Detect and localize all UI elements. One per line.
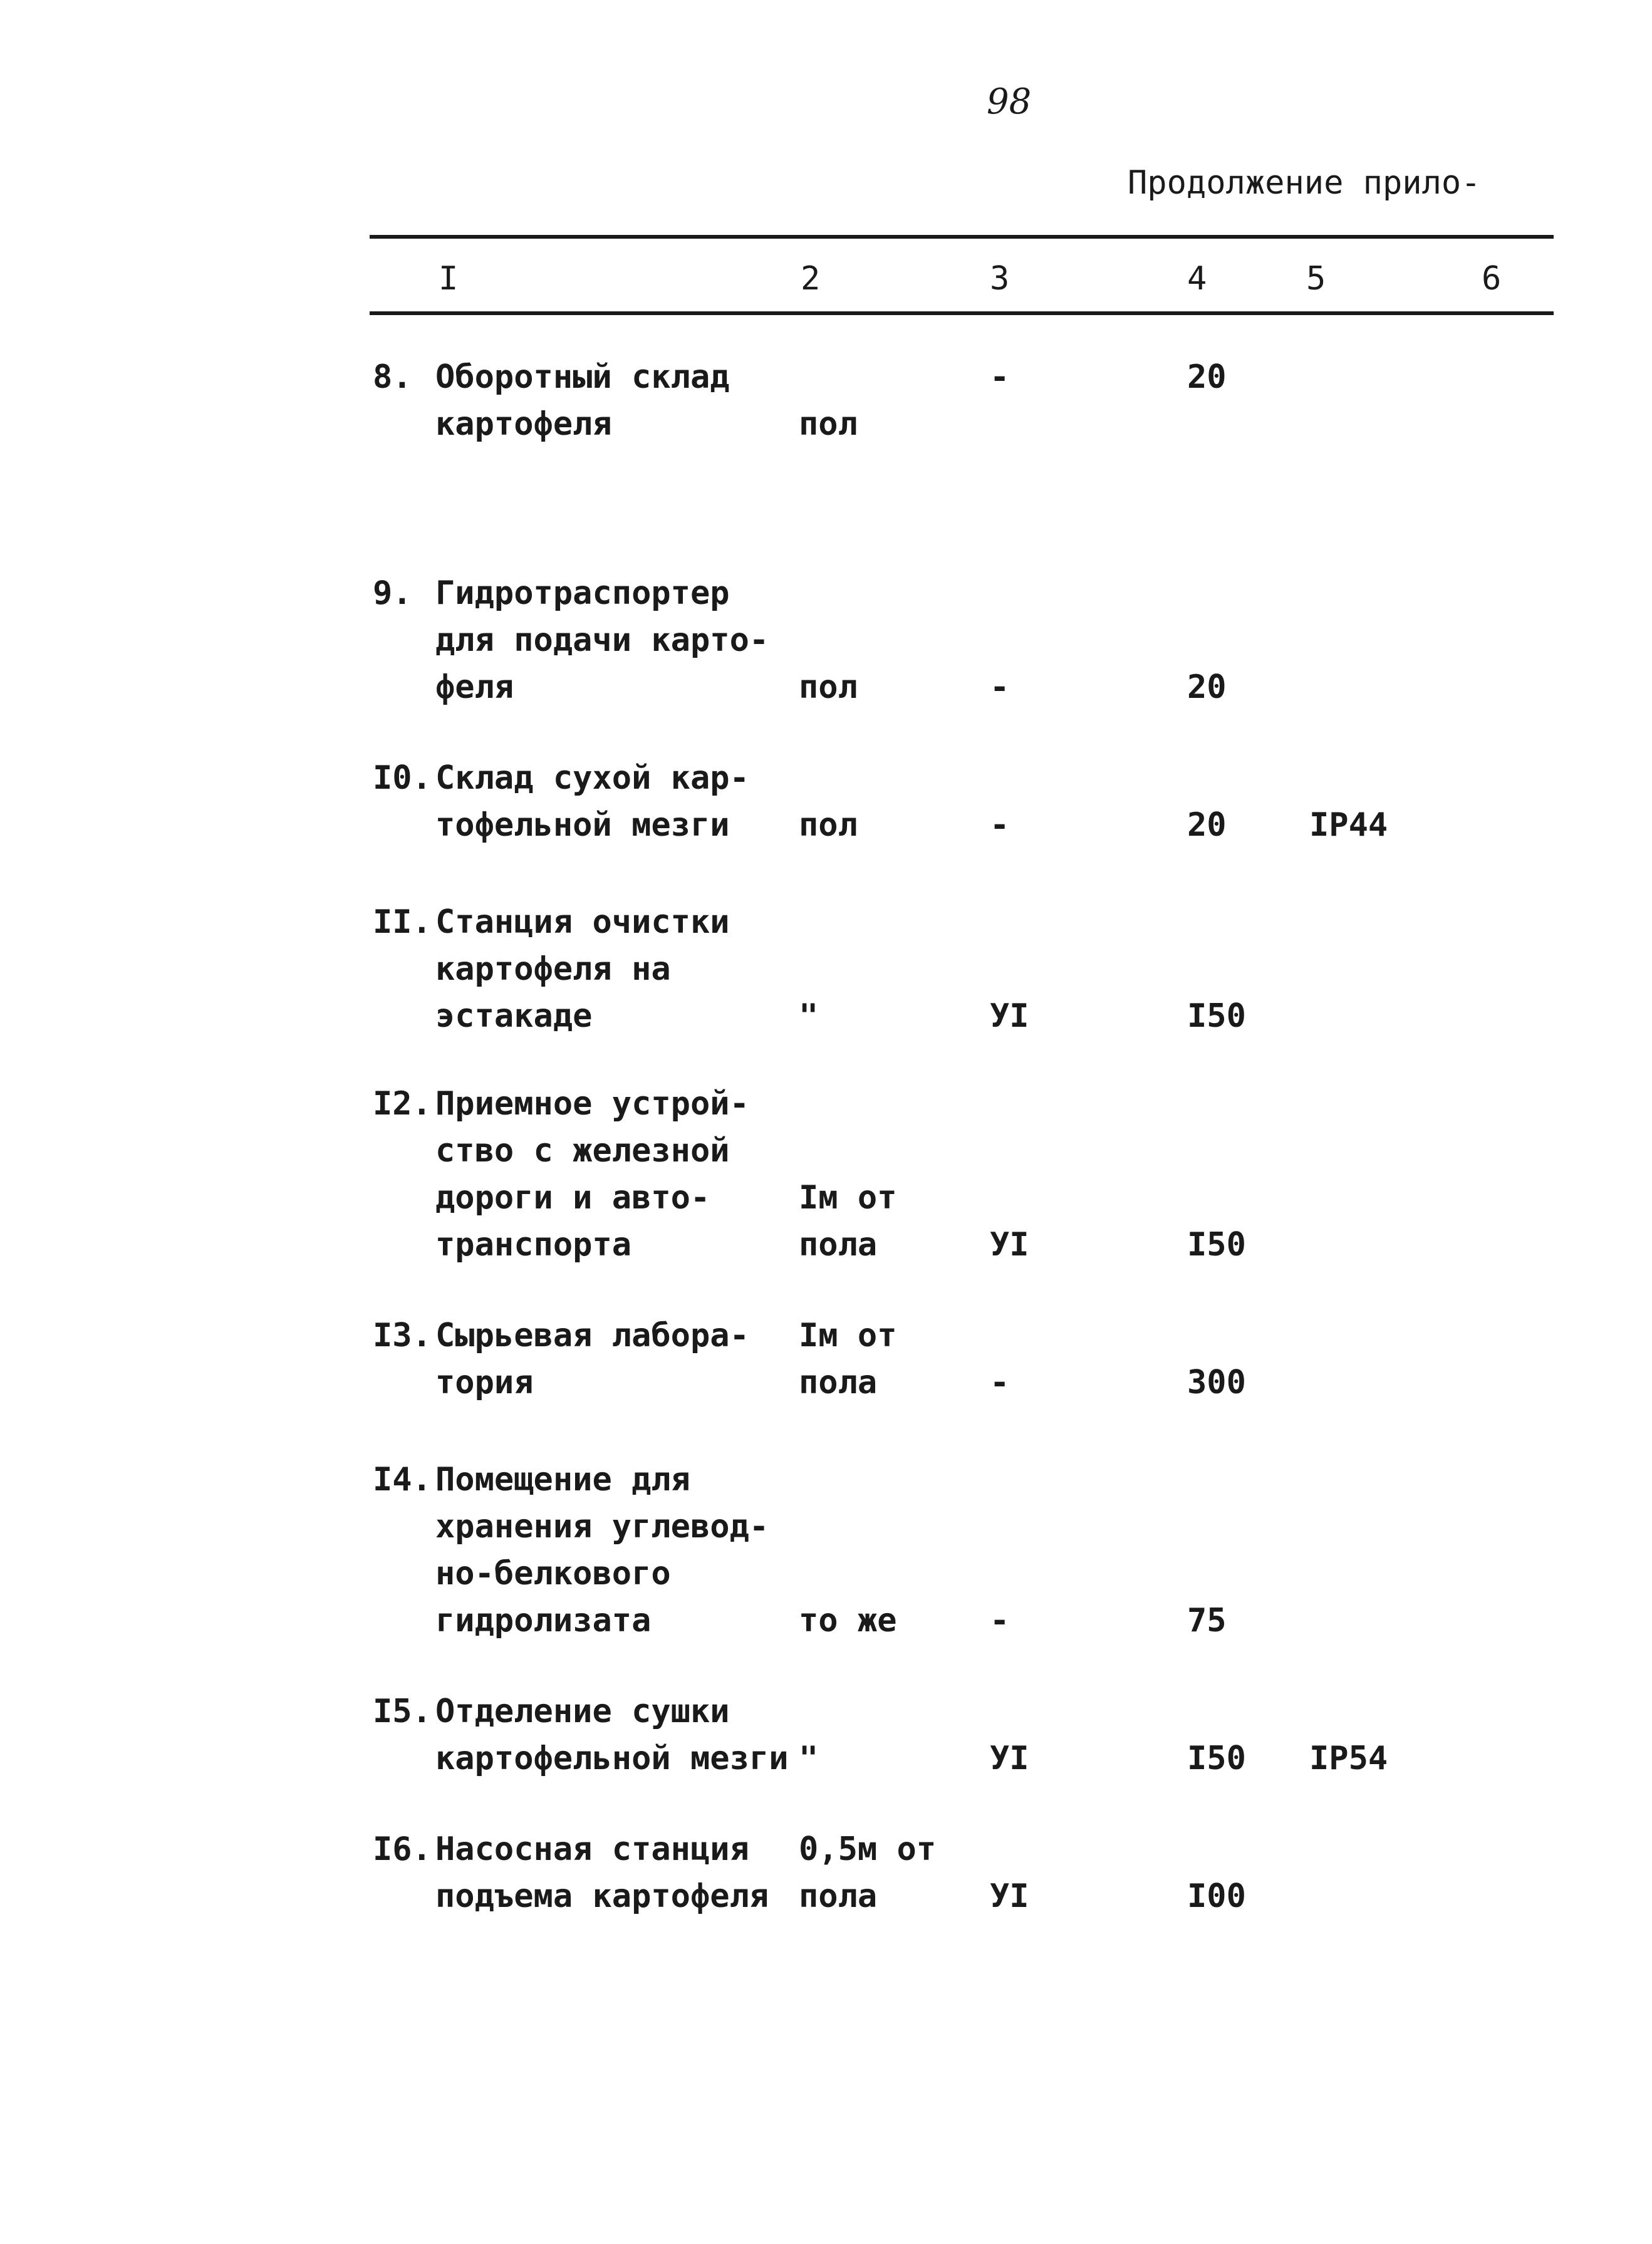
row-name-line: для подачи карто-	[435, 621, 769, 659]
row-col2-line: "	[799, 997, 819, 1035]
row-col2-line: пола	[799, 1226, 878, 1264]
row-col4: 300	[1187, 1364, 1246, 1401]
row-name-line: Гидротраспортер	[435, 574, 730, 612]
row-name-line: Оборотный склад	[435, 358, 730, 396]
row-number: I0.	[373, 759, 432, 797]
continuation-label: Продолжение прило‐	[1128, 164, 1481, 202]
row-name-line: но-белкового	[435, 1555, 671, 1592]
header-col-3: 3	[990, 260, 1010, 298]
row-col5: IP44	[1309, 806, 1388, 844]
row-col2-line: пола	[799, 1364, 878, 1401]
row-name-line: Сырьевая лабора-	[435, 1317, 749, 1354]
row-col3: УI	[990, 1740, 1029, 1777]
row-col4: 20	[1187, 358, 1227, 396]
row-number: I4.	[373, 1461, 432, 1499]
row-name-line: хранения углевод-	[435, 1508, 769, 1545]
row-col4: 20	[1187, 806, 1227, 844]
row-number: 9.	[373, 574, 412, 612]
page-number: 98	[987, 81, 1032, 122]
table-header-rule	[370, 311, 1554, 315]
row-name-line: Отделение сушки	[435, 1693, 730, 1730]
row-name-line: гидролизата	[435, 1602, 652, 1639]
row-col2-line: то же	[799, 1602, 897, 1639]
row-col2-line: пол	[799, 405, 858, 443]
row-col4: 20	[1187, 668, 1227, 706]
row-name-line: Помещение для	[435, 1461, 690, 1499]
row-col5: IP54	[1309, 1740, 1388, 1777]
row-col3: -	[990, 1602, 1010, 1639]
row-col2-line: 0,5м от	[799, 1831, 937, 1868]
row-name-line: картофельной мезги	[435, 1740, 789, 1777]
row-col3: -	[990, 668, 1010, 706]
row-name-line: Склад сухой кар-	[435, 759, 749, 797]
row-name-line: тофельной мезги	[435, 806, 730, 844]
row-col3: -	[990, 358, 1010, 396]
row-col2-line: Iм от	[799, 1317, 897, 1354]
row-col2-line: пол	[799, 668, 858, 706]
row-name-line: картофеля	[435, 405, 612, 443]
row-name-line: транспорта	[435, 1226, 632, 1264]
row-col2-line: пола	[799, 1878, 878, 1915]
row-name-line: дороги и авто-	[435, 1179, 710, 1217]
row-number: I6.	[373, 1831, 432, 1868]
row-col2-line: Iм от	[799, 1179, 897, 1217]
row-col4: I50	[1187, 1226, 1246, 1264]
table-top-rule	[370, 235, 1554, 239]
row-number: I5.	[373, 1693, 432, 1730]
row-col3: -	[990, 806, 1010, 844]
row-number: 8.	[373, 358, 412, 396]
header-col-6: 6	[1482, 260, 1502, 298]
row-name-line: Приемное устрой-	[435, 1085, 749, 1123]
row-name-line: Станция очистки	[435, 903, 730, 941]
row-col4: 75	[1187, 1602, 1227, 1639]
row-col2-line: "	[799, 1740, 819, 1777]
row-col4: I50	[1187, 997, 1246, 1035]
header-col-1: I	[439, 260, 459, 298]
header-col-4: 4	[1187, 260, 1207, 298]
header-col-2: 2	[801, 260, 821, 298]
row-number: I3.	[373, 1317, 432, 1354]
row-col4: I00	[1187, 1878, 1246, 1915]
row-number: I2.	[373, 1085, 432, 1123]
row-name-line: эстакаде	[435, 997, 593, 1035]
row-name-line: ство с железной	[435, 1132, 730, 1170]
row-name-line: тория	[435, 1364, 534, 1401]
row-name-line: Насосная станция	[435, 1831, 749, 1868]
row-number: II.	[373, 903, 432, 941]
row-name-line: феля	[435, 668, 514, 706]
row-col4: I50	[1187, 1740, 1246, 1777]
row-col3: УI	[990, 997, 1029, 1035]
row-name-line: подъема картофеля	[435, 1878, 769, 1915]
row-name-line: картофеля на	[435, 950, 671, 988]
row-col3: УI	[990, 1226, 1029, 1264]
row-col3: УI	[990, 1878, 1029, 1915]
row-col2-line: пол	[799, 806, 858, 844]
row-col3: -	[990, 1364, 1010, 1401]
header-col-5: 5	[1306, 260, 1326, 298]
